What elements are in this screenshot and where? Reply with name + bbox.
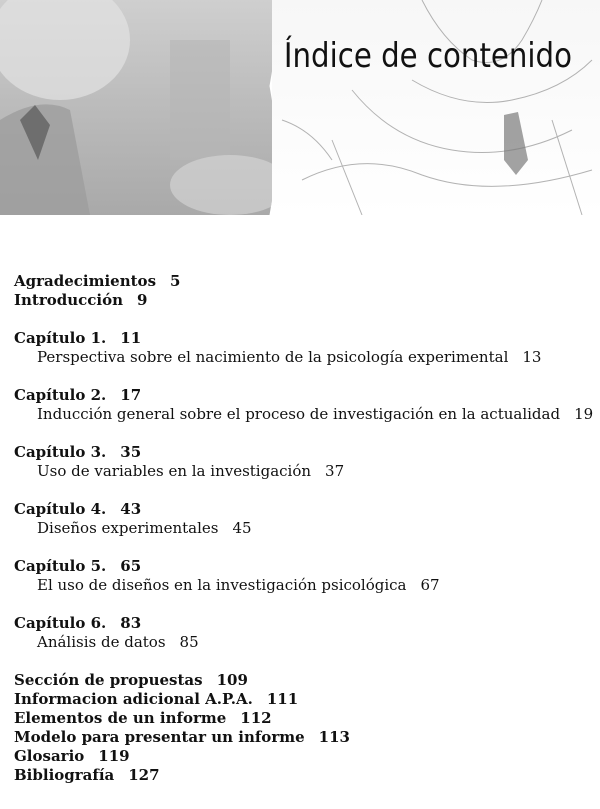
toc-subentry-capitulo-3[interactable] (14, 462, 586, 481)
toc-page-number: 127 (128, 766, 160, 784)
page-title: Índice de contenido (283, 36, 572, 76)
toc-entry-informacion-apa[interactable] (14, 690, 586, 709)
toc-page-number: 109 (216, 671, 248, 689)
toc-page-number: 13 (522, 348, 542, 366)
toc-page-number: 11 (120, 329, 142, 347)
toc-entry-bibliografia[interactable] (14, 766, 586, 785)
toc-entry-elementos-informe[interactable] (14, 709, 586, 728)
line-sketch-art (272, 0, 600, 215)
toc-label: Glosario (14, 747, 85, 765)
toc-entry-modelo-informe[interactable] (14, 728, 586, 747)
toc-label: Elementos de un informe (14, 709, 227, 727)
toc-subentry-capitulo-5[interactable] (14, 576, 586, 595)
toc-page-number: 85 (179, 633, 199, 651)
toc-page-number: 113 (318, 728, 350, 746)
toc-entry-capitulo-1[interactable] (14, 329, 586, 348)
toc-page-number: 112 (240, 709, 272, 727)
toc-page-number: 9 (137, 291, 148, 309)
toc-label: Agradecimientos (14, 272, 157, 290)
toc-entry-capitulo-2[interactable] (14, 386, 586, 405)
toc-label: Capítulo 4. (14, 500, 107, 518)
toc-page-number: 37 (325, 462, 345, 480)
toc-label: El uso de diseños en la investigación psicológica (37, 576, 407, 594)
toc-entry-capitulo-5[interactable] (14, 557, 586, 576)
toc-label: Capítulo 2. (14, 386, 107, 404)
toc-page-number: 65 (120, 557, 142, 575)
toc-page-number: 5 (170, 272, 181, 290)
toc-page-number: 119 (98, 747, 130, 765)
toc-page-number: 19 (574, 405, 594, 423)
toc-label: Capítulo 6. (14, 614, 107, 632)
toc-page-number: 43 (120, 500, 142, 518)
toc-label: Capítulo 3. (14, 443, 107, 461)
toc-page-number: 83 (120, 614, 142, 632)
toc-entry-glosario[interactable] (14, 747, 586, 766)
toc-entry-seccion-propuestas[interactable] (14, 671, 586, 690)
toc-label: Inducción general sobre el proceso de investigación en la actualidad (37, 405, 561, 423)
toc-entry-agradecimientos[interactable] (14, 272, 586, 291)
portrait-figure-icon (0, 0, 272, 215)
toc-page-number: 45 (232, 519, 252, 537)
grayscale-portrait-photo (0, 0, 275, 215)
toc-label: Sección de propuestas (14, 671, 203, 689)
header-illustration (0, 0, 600, 220)
toc-page-number: 35 (120, 443, 142, 461)
toc-subentry-capitulo-4[interactable] (14, 519, 586, 538)
toc-label: Modelo para presentar un informe (14, 728, 305, 746)
sketch-figure-icon (272, 0, 600, 215)
toc-label: Capítulo 5. (14, 557, 107, 575)
toc-label: Informacion adicional A.P.A. (14, 690, 253, 708)
toc-label: Capítulo 1. (14, 329, 107, 347)
toc-subentry-capitulo-1[interactable] (14, 348, 586, 367)
toc-page-number: 67 (420, 576, 440, 594)
toc-label: Análisis de datos (37, 633, 166, 651)
toc-entry-capitulo-4[interactable] (14, 500, 586, 519)
toc-subentry-capitulo-6[interactable] (14, 633, 586, 652)
toc-subentry-capitulo-2[interactable] (14, 405, 594, 424)
toc-label: Bibliografía (14, 766, 115, 784)
toc-label: Uso de variables en la investigación (37, 462, 312, 480)
toc-label: Introducción (14, 291, 124, 309)
toc-label: Perspectiva sobre el nacimiento de la psicología experimental (37, 348, 509, 366)
toc-entry-capitulo-6[interactable] (14, 614, 586, 633)
toc-page-number: 111 (266, 690, 299, 708)
table-of-contents (14, 272, 594, 785)
toc-label: Diseños experimentales (37, 519, 219, 537)
toc-entry-capitulo-3[interactable] (14, 443, 586, 462)
toc-entry-introduccion[interactable] (14, 291, 586, 310)
toc-page-number: 17 (120, 386, 142, 404)
